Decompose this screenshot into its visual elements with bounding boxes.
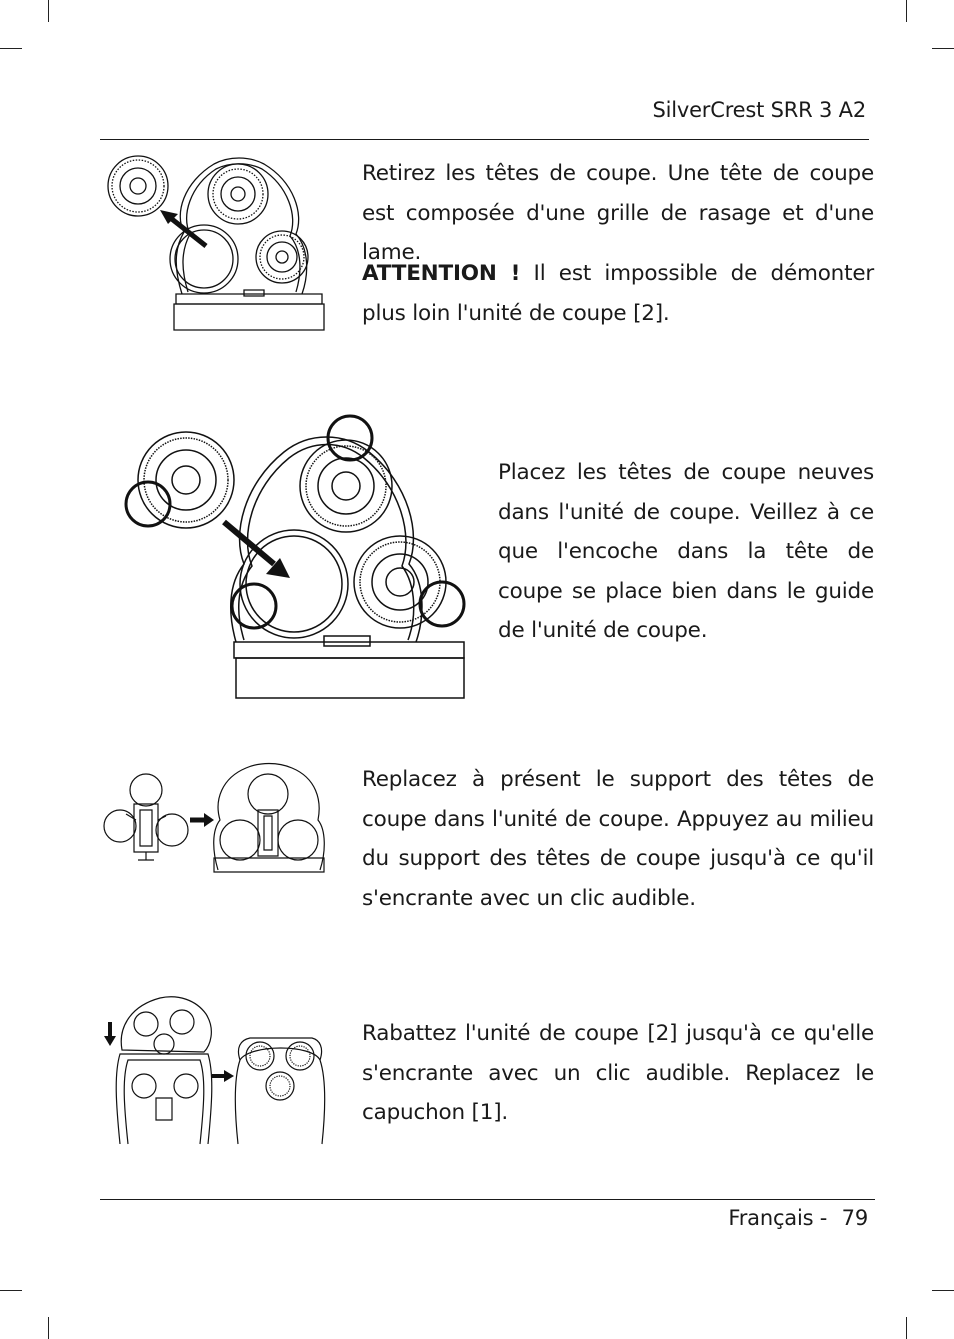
step-1-warning	[362, 254, 874, 333]
warning-label: ATTENTION !	[362, 261, 521, 286]
crop-mark	[932, 48, 954, 49]
warning-text: Il est impossible de démonter plus loin l'unité de coupe [2].	[362, 261, 874, 326]
replace-head-holder-illustration	[100, 760, 328, 876]
crop-mark	[48, 1317, 49, 1339]
crop-mark	[0, 1290, 22, 1291]
page-header-title: SilverCrest SRR 3 A2	[652, 98, 866, 122]
step-1-paragraph: Retirez les têtes de coupe. Une tête de coupe est composée d'une grille de rasage et d'une lame.	[362, 161, 874, 265]
remove-cutting-head-illustration	[104, 154, 328, 332]
crop-mark	[0, 48, 22, 49]
insert-cutting-head-illustration	[124, 414, 468, 702]
page-footer	[728, 1206, 868, 1230]
step-3-paragraph: Replacez à présent le support des têtes de coupe dans l'unité de coupe. Appuyez au milieu du support des têtes de coupe jusqu'à ce qu'il s'encrante avec un clic audible.	[362, 767, 874, 911]
crop-mark	[906, 0, 907, 22]
crop-mark	[906, 1317, 907, 1339]
crop-mark	[932, 1290, 954, 1291]
close-cutting-unit-illustration	[100, 994, 328, 1146]
footer-rule	[100, 1199, 875, 1200]
page-number: 79	[841, 1206, 868, 1230]
crop-mark	[48, 0, 49, 22]
footer-language: Français -	[728, 1206, 828, 1230]
step-4-paragraph: Rabattez l'unité de coupe [2] jusqu'à ce qu'elle s'encrante avec un clic audible. Replacez le capuchon [1].	[362, 1021, 874, 1125]
header-rule	[100, 139, 869, 140]
step-2-paragraph: Placez les têtes de coupe neuves dans l'unité de coupe. Veillez à ce que l'encoche dans la tête de coupe se place bien dans le guide de l'unité de coupe.	[498, 460, 874, 643]
